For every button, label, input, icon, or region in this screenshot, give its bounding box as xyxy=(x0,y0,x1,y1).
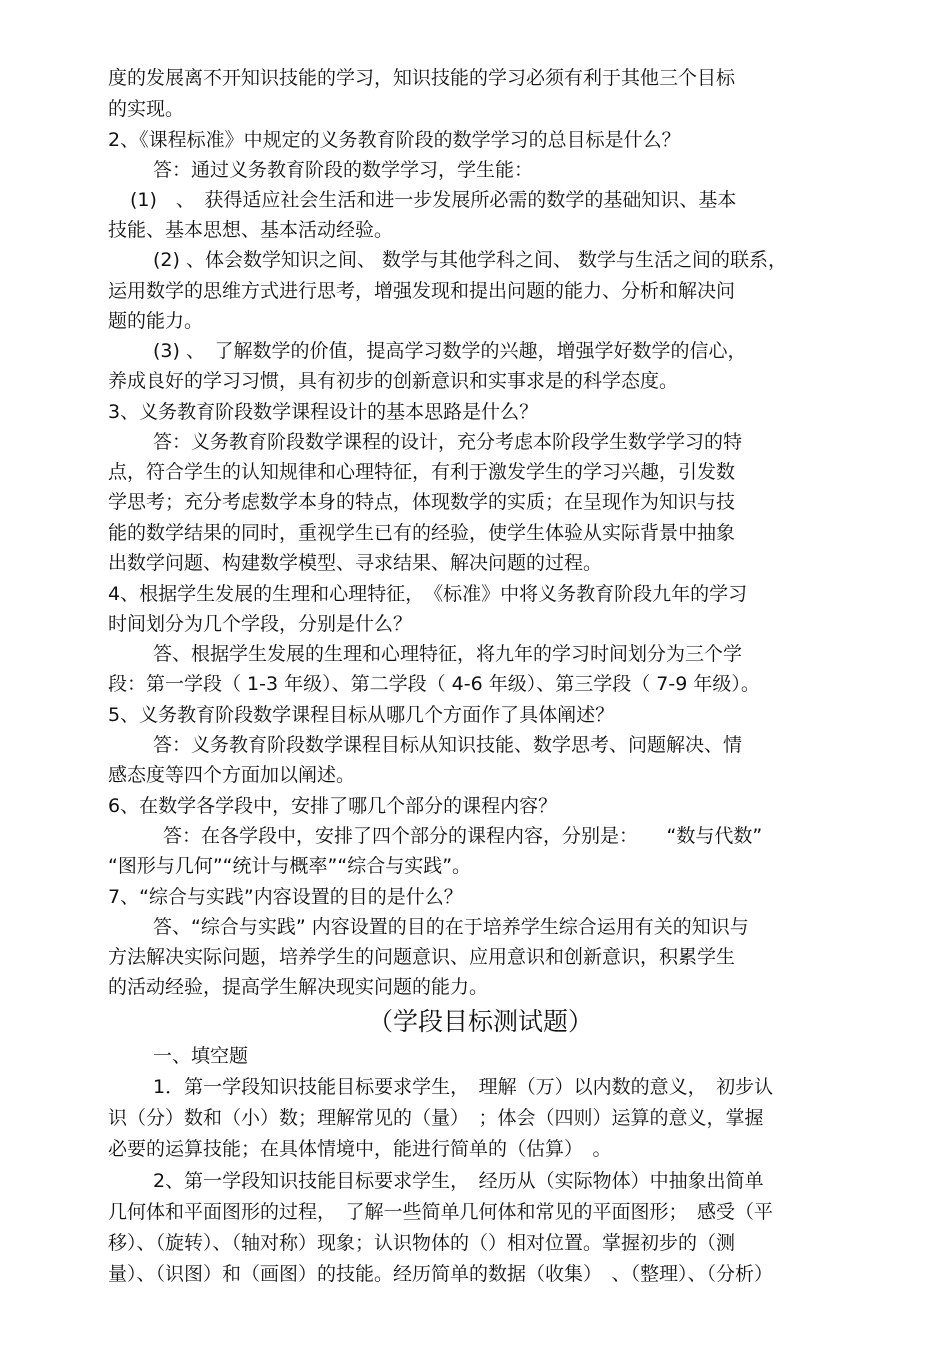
text-line: 方法解决实际问题，培养学生的问题意识、应用意识和创新意识，积累学生 xyxy=(108,946,736,968)
question-heading: 7、“综合与实践”内容设置的目的是什么？ xyxy=(108,886,463,908)
text-line: 点，符合学生的认知规律和心理特征，有利于激发学生的学习兴趣，引发数 xyxy=(108,461,736,483)
text-line: 移）、（旋转）、（轴对称）现象；认识物体的（）相对位置。掌握初步的（测 xyxy=(108,1232,736,1254)
text-line: 1．第一学段知识技能目标要求学生， 理解（万）以内数的意义， 初步认 xyxy=(153,1076,774,1098)
text-line: (1) 、 获得适应社会生活和进一步发展所必需的数学的基础知识、基本 xyxy=(130,189,737,211)
question-heading: 4、根据学生发展的生理和心理特征， 《标准》中将义务教育阶段九年的学习 xyxy=(108,583,748,605)
answer-line: 答、根据学生发展的生理和心理特征，将九年的学习时间划分为三个学 xyxy=(153,643,743,665)
text-line: 养成良好的学习习惯，具有初步的创新意识和实事求是的科学态度。 xyxy=(108,370,679,392)
question-heading: 2、《课程标准》中规定的义务教育阶段的数学学习的总目标是什么？ xyxy=(108,129,681,151)
text-line: (2) 、体会数学知识之间、 数学与其他学科之间、 数学与生活之间的联系， xyxy=(153,249,788,271)
answer-line: 答：义务教育阶段数学课程的设计，充分考虑本阶段学生数学学习的特 xyxy=(153,431,743,453)
question-heading: 5、义务教育阶段数学课程目标从哪几个方面作了具体阐述？ xyxy=(108,704,615,726)
text-line: 学思考；充分考虑数学本身的特点，体现数学的实质；在呈现作为知识与技 xyxy=(108,491,736,513)
text-line: 的实现。 xyxy=(108,98,185,120)
text-line: 感态度等四个方面加以阐述。 xyxy=(108,764,356,786)
text-line: 识（分）数和（小）数；理解常见的（量） ；体会（四则）运算的意义，掌握 xyxy=(108,1107,764,1129)
text-line: 几何体和平面图形的过程， 了解一些简单几何体和常见的平面图形； 感受（平 xyxy=(108,1201,774,1223)
text-line: 必要的运算技能；在具体情境中，能进行简单的（估算） 。 xyxy=(108,1138,612,1160)
text-line: 出数学问题、构建数学模型、寻求结果、解决问题的过程。 xyxy=(108,552,603,574)
subsection-heading: 一、填空题 xyxy=(153,1045,249,1067)
text-line: 的活动经验，提高学生解决现实问题的能力。 xyxy=(108,976,489,998)
text-line: 运用数学的思维方式进行思考，增强发现和提出问题的能力、分析和解决问 xyxy=(108,280,736,302)
text-line: 量）、（识图）和（画图）的技能。经历简单的数据（收集） 、（整理）、（分析） xyxy=(108,1263,774,1285)
text-line: “图形与几何”“统计与概率”“综合与实践”。 xyxy=(108,855,472,877)
section-title: （学段目标测试题） xyxy=(368,1007,594,1036)
text-line: 2、第一学段知识技能目标要求学生， 经历从（实际物体）中抽象出简单 xyxy=(153,1170,764,1192)
text-line: 题的能力。 xyxy=(108,310,204,332)
question-heading: 3、义务教育阶段数学课程设计的基本思路是什么？ xyxy=(108,401,539,423)
text-line: 度的发展离不开知识技能的学习，知识技能的学习必须有利于其他三个目标 xyxy=(108,67,736,89)
text-line: 时间划分为几个学段，分别是什么？ xyxy=(108,613,413,635)
text-line: (3) 、 了解数学的价值，提高学习数学的兴趣，增强学好数学的信心， xyxy=(153,340,747,362)
text-line: 技能、基本思想、基本活动经验。 xyxy=(108,219,394,241)
text-line: 能的数学结果的同时，重视学生已有的经验，使学生体验从实际背景中抽象 xyxy=(108,522,736,544)
answer-line: 答：在各学段中，安排了四个部分的课程内容，分别是： “数与代数” xyxy=(163,825,763,847)
answer-line: 答：通过义务教育阶段的数学学习，学生能： xyxy=(153,159,534,181)
text-line: 段：第一学段（ 1-3 年级）、第二学段（ 4-6 年级）、第三学段（ 7-9 年级）。 xyxy=(108,673,760,695)
answer-line: 答：义务教育阶段数学课程目标从知识技能、数学思考、问题解决、情 xyxy=(153,734,743,756)
question-heading: 6、在数学各学段中，安排了哪几个部分的课程内容？ xyxy=(108,795,558,817)
answer-line: 答、“综合与实践” 内容设置的目的在于培养学生综合运用有关的知识与 xyxy=(153,916,749,938)
